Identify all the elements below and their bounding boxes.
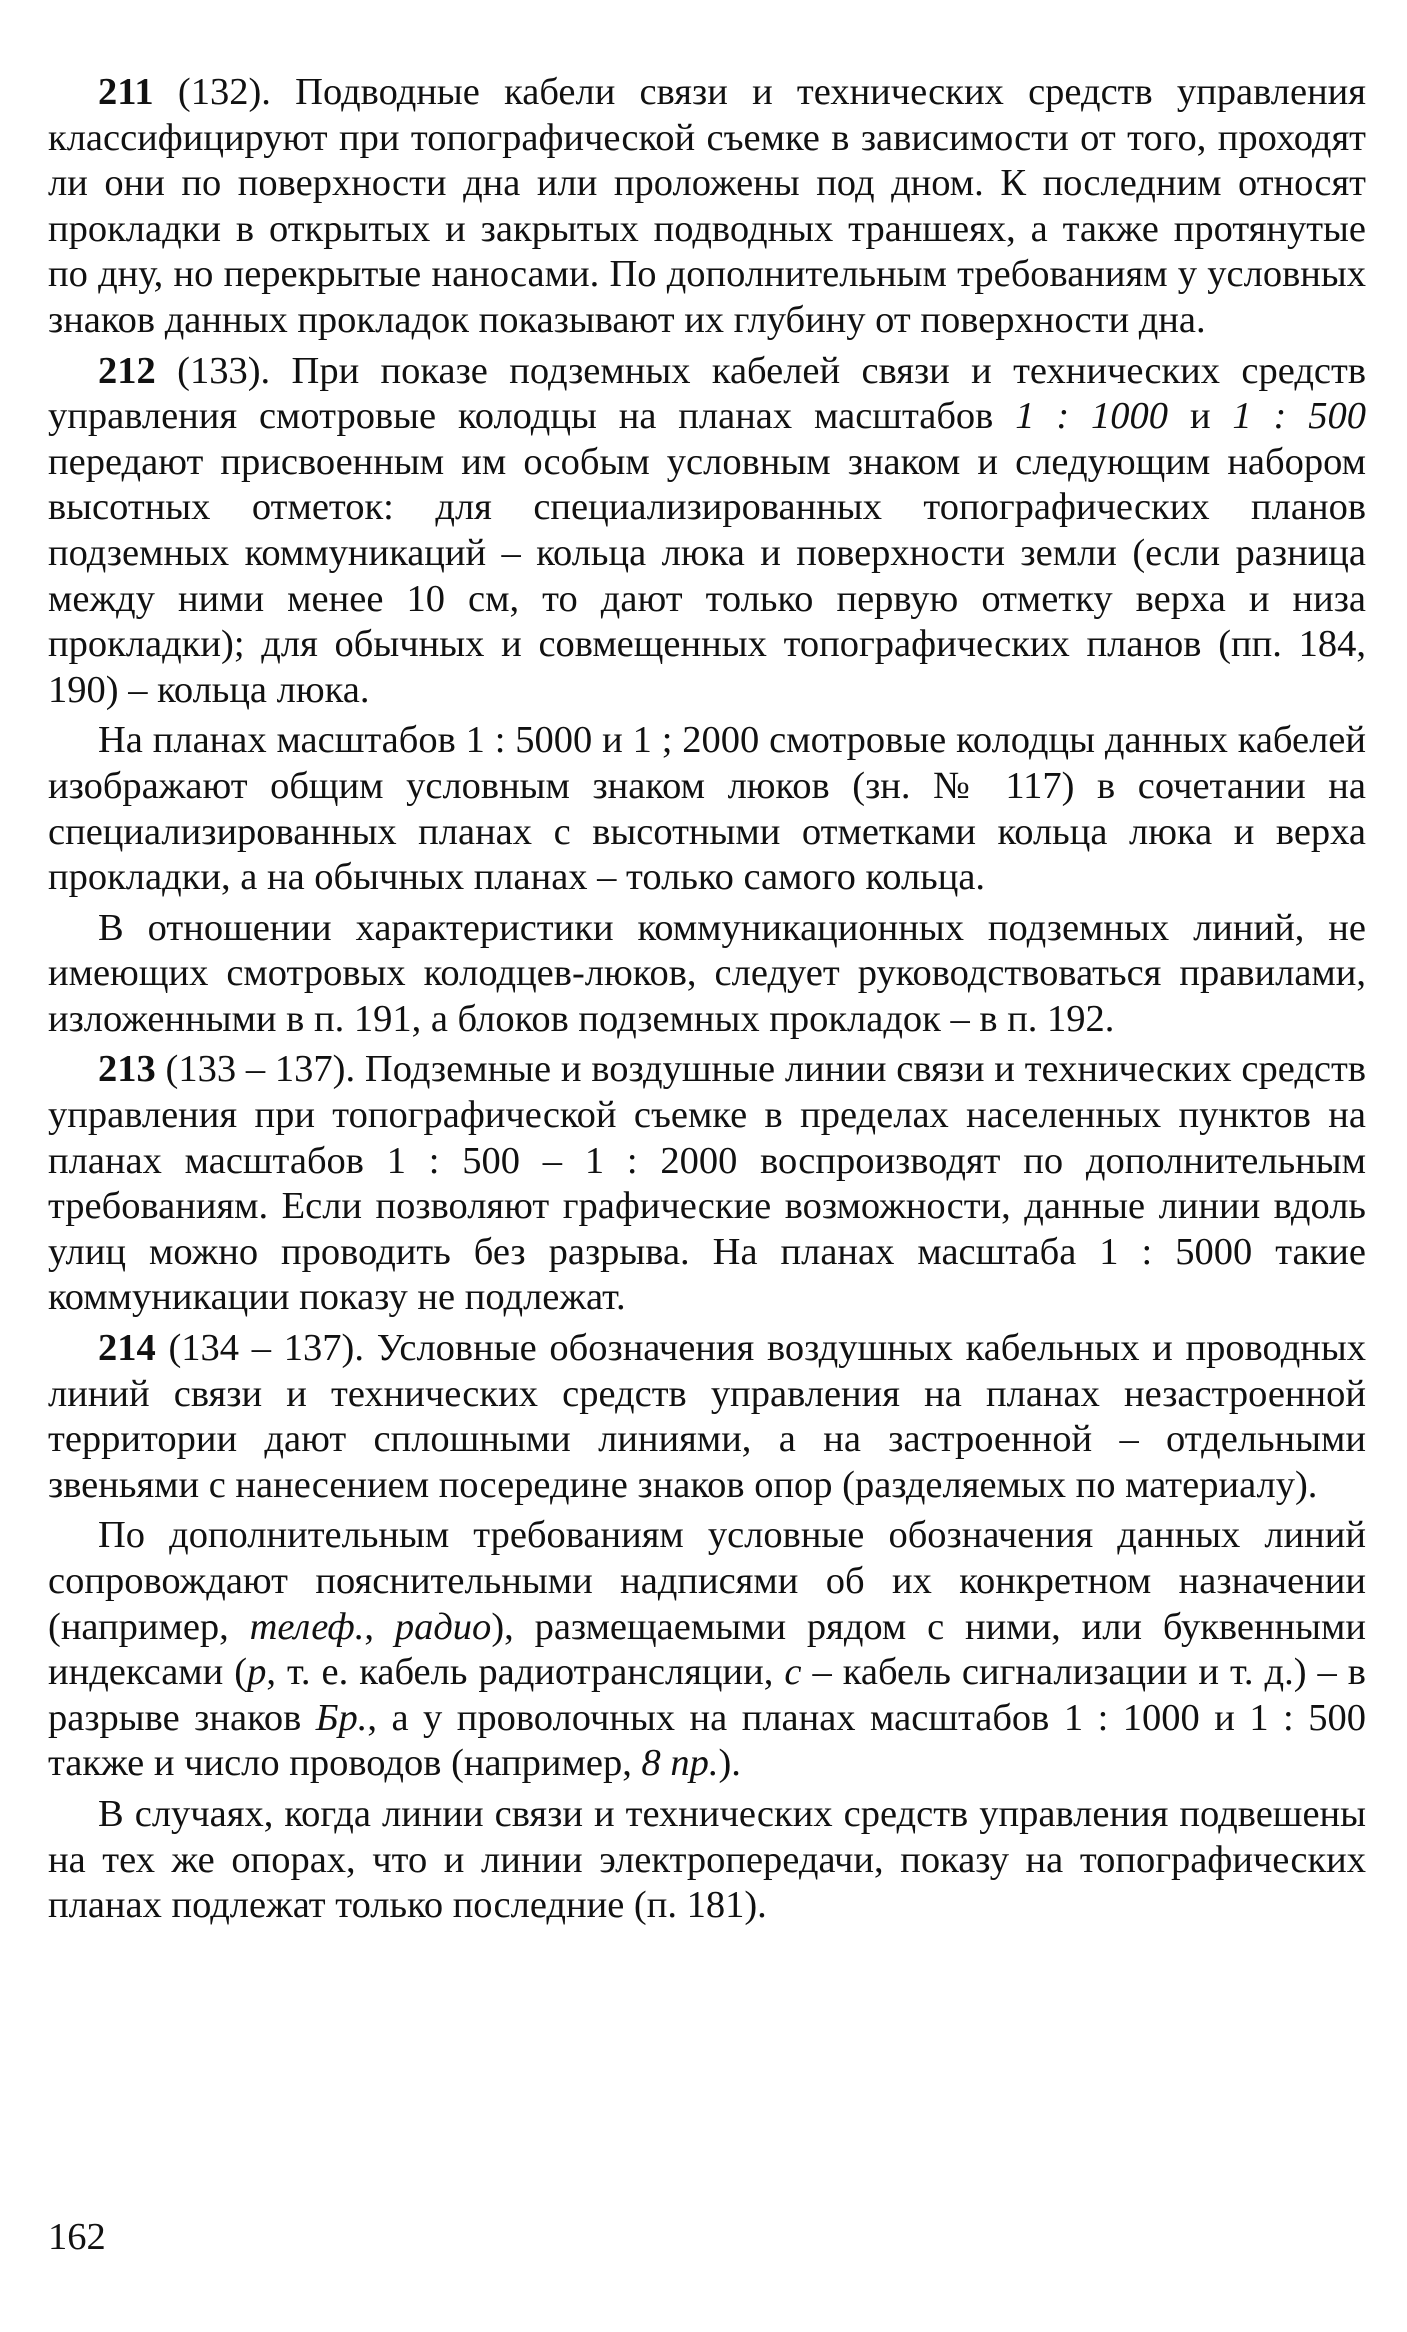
paragraph-text: , а у проволочных на планах масштабов 1 : 1000 и 1 : 500 также и число проводов (например, [48, 1696, 1366, 1785]
paragraph-number: 213 [98, 1048, 156, 1091]
paragraph-text: В случаях, когда линии связи и технических средств управления подвешены на тех же опорах, что и линии электропередачи, показу на топографических планах подлежат только последние (п. 181). [48, 1792, 1366, 1927]
paragraph-text: (134 – 137). Условные обозначения воздушных кабельных и проводных линий связи и технических средств управления на планах незастроенной территории дают сплошными линиями, а на застроенной – отдельными звеньями с нанесением посередине знаков опор (разделяемых по материалу). [48, 1327, 1366, 1506]
paragraph-212-lines [48, 906, 1366, 1043]
paragraph-text: , т. е. кабель радиотрансляции, [266, 1651, 785, 1694]
paragraph-text: , [364, 1605, 395, 1648]
page-number: 162 [48, 2216, 106, 2258]
paragraph-214 [48, 1326, 1366, 1508]
paragraph-text: (132). Подводные кабели связи и технических средств управления классифицируют при топографической съемке в зависимости от того, проходят ли они по поверхности дна или проложены под дном. К последним относят прокладки в открытых и закрытых подводных траншеях, а также протянутые по дну, но перекрытые наносами. По дополнительным требованиям у условных знаков данных прокладок показывают их глубину от поверхности дна. [48, 71, 1366, 341]
italic-label: р [247, 1651, 267, 1694]
paragraph-text: (133). При показе подземных кабелей связи и технических средств управления смотровые колодцы на планах масштабов [48, 349, 1366, 438]
paragraph-text: – кабель сигнализации и т. д.) – в разрыве знаков [48, 1651, 1366, 1739]
paragraph-text: По дополнительным требованиям условные обозначения данных линий сопровождают пояснительными надписями об их конкретном назначении (например, [48, 1514, 1366, 1648]
paragraph-text: ), размещаемыми рядом с ними, или буквенными индексами ( [48, 1605, 1366, 1694]
italic-label: телеф. [249, 1605, 365, 1648]
paragraph-214-powerlines [48, 1792, 1366, 1929]
paragraph-text: и [1168, 395, 1233, 438]
paragraph-212-continued [48, 718, 1366, 900]
paragraph-number: 214 [98, 1327, 156, 1370]
paragraph-212 [48, 349, 1366, 714]
page-body [48, 70, 1366, 1934]
paragraph-number: 211 [98, 71, 154, 113]
paragraph-text: передают присвоенным им особым условным знаком и следующим набором высотных отметок: для специализированных топографических планов подземных коммуникаций – кольца люка и поверхности земли (если разница между ними менее 10 см, то дают только первую отметку верха и низа прокладки); для обычных и совмещенных топографических планов (пп. 184, 190) – кольца люка. [48, 440, 1366, 711]
paragraph-211 [48, 70, 1366, 344]
paragraph-text: (133 – 137). Подземные и воздушные линии связи и технических средств управления при топографической съемке в пределах населенных пунктов на планах масштабов 1 : 500 – 1 : 2000 воспроизводят по дополнительным требованиям. Если позволяют графические возможности, данные линии вдоль улиц можно проводить без разрыва. На планах масштаба 1 : 5000 такие коммуникации показу не подлежат. [48, 1048, 1366, 1319]
italic-label: Бр. [315, 1696, 368, 1739]
italic-label: с [784, 1651, 802, 1694]
paragraph-text: На планах масштабов 1 : 5000 и 1 ; 2000 смотровые колодцы данных кабелей изображают общим условным знаком люков (зн. № 117) в сочетании на специализированных планах с высотными отметками кольца люка и верха прокладки, а на обычных планах – только самого кольца. [48, 719, 1366, 899]
paragraph-213 [48, 1047, 1366, 1321]
paragraph-number: 212 [98, 349, 156, 392]
paragraph-text: В отношении характеристики коммуникационных подземных линий, не имеющих смотровых колодцев-люков, следует руководствоваться правилами, изложенными в п. 191, а блоков подземных прокладок – в п. 192. [48, 906, 1366, 1040]
scale-ratio: 1 : 1000 [1015, 395, 1169, 438]
italic-label: радио [394, 1605, 492, 1648]
paragraph-text: ). [718, 1742, 741, 1785]
paragraph-214-labels [48, 1513, 1366, 1787]
italic-label: 8 пр. [641, 1742, 719, 1785]
scale-ratio: 1 : 500 [1232, 395, 1366, 438]
